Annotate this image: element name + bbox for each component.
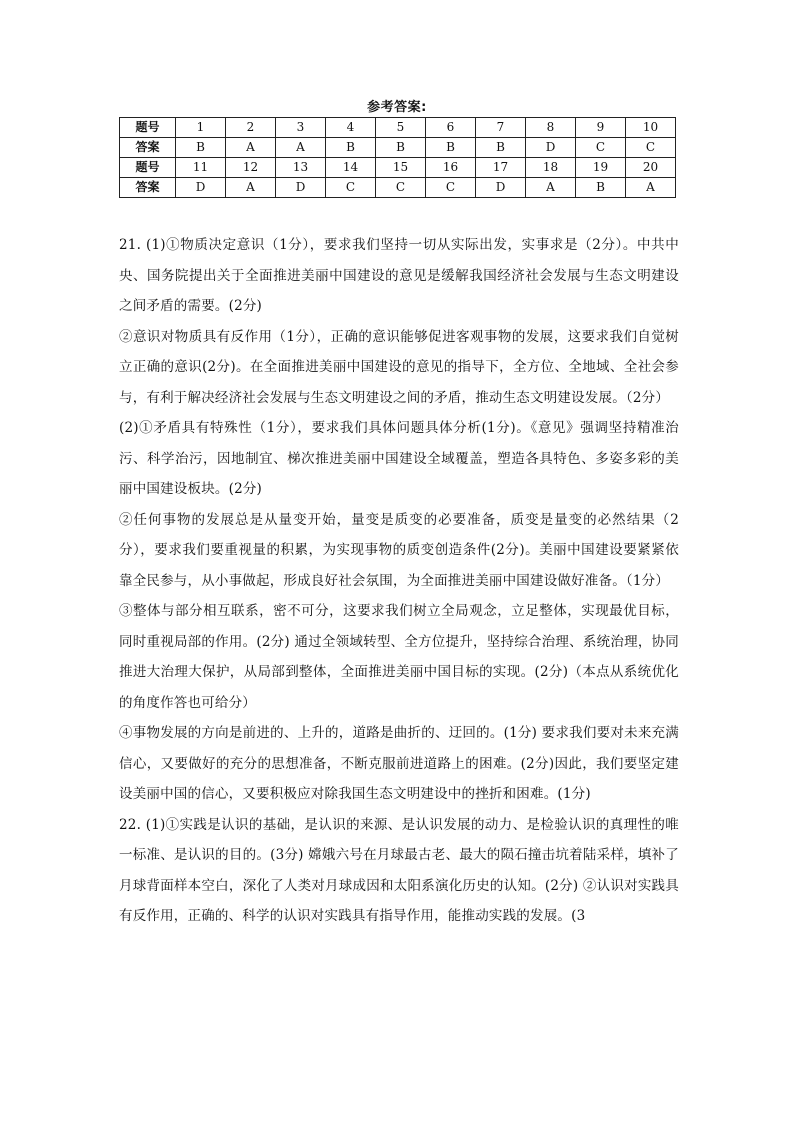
question-number-cell: 20 — [626, 158, 676, 178]
question-number-row-label: 题号 — [120, 118, 176, 138]
question-number-cell: 8 — [526, 118, 576, 138]
answer-cell: B — [326, 138, 376, 158]
question-number-cell: 16 — [426, 158, 476, 178]
paragraph-21-2-4: ④事物发展的方向是前进的、上升的，道路是曲折的、迂回的。(1分) 要求我们要对未来充满信心，又要做好的充分的思想准备，不断克服前进道路上的困难。(2分)因此，我们要坚定建设美丽中国的信心，又要积极应对除我国生态文明建设中的挫折和困难。(1分) — [119, 725, 679, 802]
paragraph-21-2-2: ②任何事物的发展总是从量变开始，量变是质变的必要准备，质变是量变的必然结果（2分），要求我们要重视量的积累，为实现事物的质变创造条件(2分)。美丽中国建设要紧紧依靠全民参与，从小事做起，形成良好社会氛围，为全面推进美丽中国建设做好准备。（1分） — [119, 511, 679, 589]
answer-cell: A — [526, 178, 576, 198]
answer-cell: D — [276, 178, 326, 198]
question-number-cell: 15 — [376, 158, 426, 178]
question-number-cell: 11 — [176, 158, 226, 178]
question-number-cell: 14 — [326, 158, 376, 178]
paragraph-22-1: 22. (1)①实践是认识的基础，是认识的来源、是认识发展的动力、是检验认识的真理性的唯一标准、是认识的目的。(3分) 嫦娥六号在月球最古老、最大的陨石撞击坑着陆采样，填补了月球背面样本空白，深化了人类对月球成因和太阳系演化历史的认知。(2分) ②认识对实践具有反作用，正确的、科学的认识对实践具有指导作用，能推动实践的发展。(3 — [119, 816, 679, 924]
answer-cell: D — [176, 178, 226, 198]
paragraph-21-2-1: (2)①矛盾具有特殊性（1分），要求我们具体问题具体分析(1分)。《意见》强调坚持精准治污、科学治污，因地制宜、梯次推进美丽中国建设全域覆盖，塑造各具特色、多姿多彩的美丽中国建设板块。(2分) — [119, 420, 679, 497]
answer-cell: C — [326, 178, 376, 198]
answer-cell: C — [576, 138, 626, 158]
answer-row — [120, 178, 676, 198]
answer-table — [119, 117, 676, 198]
question-number-cell: 4 — [326, 118, 376, 138]
paragraph-21-2-3: ③整体与部分相互联系，密不可分，这要求我们树立全局观念，立足整体，实现最优目标，同时重视局部的作用。(2分) 通过全领域转型、全方位提升，坚持综合治理、系统治理，协同推进大治理大保护，从局部到整体，全面推进美丽中国目标的实现。(2分)（本点从系统优化的角度作答也可给分） — [119, 603, 679, 711]
question-number-cell: 3 — [276, 118, 326, 138]
question-number-cell: 12 — [226, 158, 276, 178]
answer-cell: B — [426, 138, 476, 158]
answer-row — [120, 138, 676, 158]
answer-cell: C — [626, 138, 676, 158]
question-number-row-label: 题号 — [120, 158, 176, 178]
question-number-cell: 1 — [176, 118, 226, 138]
question-number-cell: 5 — [376, 118, 426, 138]
answer-key-title: 参考答案: — [367, 100, 427, 115]
question-number-cell: 13 — [276, 158, 326, 178]
answer-cell: B — [576, 178, 626, 198]
paragraph-21-1-1: 21. (1)①物质决定意识（1分），要求我们坚持一切从实际出发，实事求是（2分）。中共中央、国务院提出关于全面推进美丽中国建设的意见是缓解我国经济社会发展与生态文明建设之间矛盾的需要。(2分) — [119, 237, 679, 314]
answer-cell: D — [526, 138, 576, 158]
answer-row-label: 答案 — [120, 178, 176, 198]
question-number-cell: 2 — [226, 118, 276, 138]
question-number-cell: 17 — [476, 158, 526, 178]
answer-cell: A — [626, 178, 676, 198]
answer-cell: C — [426, 178, 476, 198]
question-number-row — [120, 158, 676, 178]
question-number-row — [120, 118, 676, 138]
answer-cell: B — [376, 138, 426, 158]
answer-cell: A — [226, 178, 276, 198]
paragraph-21-1-2: ②意识对物质具有反作用（1分），正确的意识能够促进客观事物的发展，这要求我们自觉树立正确的意识(2分)。在全面推进美丽中国建设的意见的指导下，全方位、全地域、全社会参与，有利于解决经济社会发展与生态文明建设之间的矛盾，推动生态文明建设发展。（2分） — [119, 328, 679, 406]
question-number-cell: 7 — [476, 118, 526, 138]
answer-table-body — [120, 118, 676, 198]
answer-cell: D — [476, 178, 526, 198]
answer-explanations — [119, 230, 679, 932]
question-number-cell: 18 — [526, 158, 576, 178]
question-number-cell: 19 — [576, 158, 626, 178]
answer-cell: A — [226, 138, 276, 158]
question-number-cell: 6 — [426, 118, 476, 138]
answer-cell: A — [276, 138, 326, 158]
question-number-cell: 9 — [576, 118, 626, 138]
answer-cell: C — [376, 178, 426, 198]
answer-cell: B — [176, 138, 226, 158]
answer-row-label: 答案 — [120, 138, 176, 158]
question-number-cell: 10 — [626, 118, 676, 138]
answer-cell: B — [476, 138, 526, 158]
